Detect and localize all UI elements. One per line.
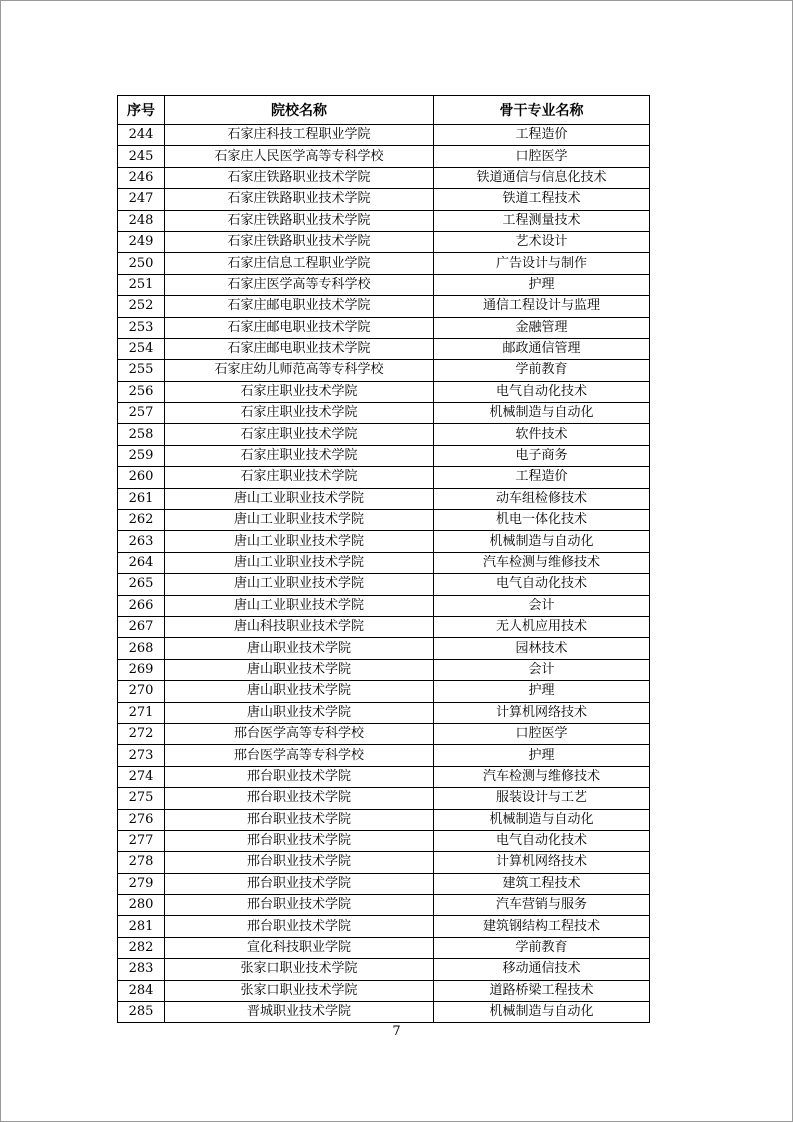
cell-major-name: 护理 <box>434 681 650 702</box>
cell-major-name: 机械制造与自动化 <box>434 1002 650 1023</box>
cell-index: 281 <box>118 916 165 937</box>
cell-index: 274 <box>118 766 165 787</box>
table-row <box>118 274 650 295</box>
table-row <box>118 788 650 809</box>
cell-school-name: 邢台医学高等专科学校 <box>165 745 434 766</box>
table-row <box>118 253 650 274</box>
table-row <box>118 296 650 317</box>
table-row <box>118 125 650 146</box>
cell-school-name: 张家口职业技术学院 <box>165 959 434 980</box>
cell-major-name: 邮政通信管理 <box>434 338 650 359</box>
cell-index: 255 <box>118 360 165 381</box>
cell-index: 247 <box>118 189 165 210</box>
cell-index: 246 <box>118 167 165 188</box>
table-row <box>118 574 650 595</box>
cell-index: 249 <box>118 231 165 252</box>
cell-major-name: 广告设计与制作 <box>434 253 650 274</box>
table-row <box>118 873 650 894</box>
cell-index: 257 <box>118 403 165 424</box>
cell-index: 267 <box>118 616 165 637</box>
cell-major-name: 工程测量技术 <box>434 210 650 231</box>
cell-major-name: 金融管理 <box>434 317 650 338</box>
table-row <box>118 424 650 445</box>
cell-major-name: 护理 <box>434 745 650 766</box>
cell-school-name: 石家庄人民医学高等专科学校 <box>165 146 434 167</box>
cell-index: 253 <box>118 317 165 338</box>
cell-major-name: 建筑钢结构工程技术 <box>434 916 650 937</box>
cell-index: 262 <box>118 510 165 531</box>
table-row <box>118 638 650 659</box>
table-row <box>118 381 650 402</box>
table-row <box>118 959 650 980</box>
table-row <box>118 552 650 573</box>
table-row <box>118 980 650 1001</box>
cell-major-name: 汽车检测与维修技术 <box>434 766 650 787</box>
cell-index: 279 <box>118 873 165 894</box>
table-row <box>118 681 650 702</box>
table-header <box>118 96 650 125</box>
cell-major-name: 机械制造与自动化 <box>434 531 650 552</box>
cell-index: 270 <box>118 681 165 702</box>
cell-index: 266 <box>118 595 165 616</box>
cell-school-name: 邢台职业技术学院 <box>165 895 434 916</box>
cell-index: 250 <box>118 253 165 274</box>
cell-major-name: 园林技术 <box>434 638 650 659</box>
cell-school-name: 邢台职业技术学院 <box>165 830 434 851</box>
cell-school-name: 唐山职业技术学院 <box>165 638 434 659</box>
cell-major-name: 护理 <box>434 274 650 295</box>
table-row <box>118 210 650 231</box>
cell-index: 261 <box>118 488 165 509</box>
table-row <box>118 595 650 616</box>
cell-index: 285 <box>118 1002 165 1023</box>
cell-school-name: 唐山科技职业技术学院 <box>165 616 434 637</box>
cell-index: 284 <box>118 980 165 1001</box>
header-school-name: 院校名称 <box>165 96 434 125</box>
cell-major-name: 道路桥梁工程技术 <box>434 980 650 1001</box>
cell-index: 273 <box>118 745 165 766</box>
cell-school-name: 石家庄铁路职业技术学院 <box>165 167 434 188</box>
cell-major-name: 机械制造与自动化 <box>434 403 650 424</box>
table-row <box>118 231 650 252</box>
cell-major-name: 学前教育 <box>434 360 650 381</box>
cell-school-name: 邢台职业技术学院 <box>165 766 434 787</box>
cell-index: 263 <box>118 531 165 552</box>
table-row <box>118 189 650 210</box>
cell-index: 282 <box>118 937 165 958</box>
cell-major-name: 计算机网络技术 <box>434 702 650 723</box>
cell-school-name: 唐山工业职业技术学院 <box>165 552 434 573</box>
cell-school-name: 唐山工业职业技术学院 <box>165 595 434 616</box>
cell-school-name: 邢台职业技术学院 <box>165 809 434 830</box>
cell-major-name: 移动通信技术 <box>434 959 650 980</box>
table-row <box>118 1002 650 1023</box>
cell-index: 272 <box>118 723 165 744</box>
cell-index: 260 <box>118 467 165 488</box>
table-row <box>118 445 650 466</box>
cell-major-name: 工程造价 <box>434 125 650 146</box>
cell-school-name: 张家口职业技术学院 <box>165 980 434 1001</box>
cell-major-name: 建筑工程技术 <box>434 873 650 894</box>
cell-major-name: 电气自动化技术 <box>434 574 650 595</box>
cell-major-name: 艺术设计 <box>434 231 650 252</box>
table-row <box>118 766 650 787</box>
cell-major-name: 无人机应用技术 <box>434 616 650 637</box>
cell-school-name: 石家庄医学高等专科学校 <box>165 274 434 295</box>
table-row <box>118 531 650 552</box>
cell-index: 245 <box>118 146 165 167</box>
table-row <box>118 809 650 830</box>
table-row <box>118 937 650 958</box>
cell-index: 283 <box>118 959 165 980</box>
cell-major-name: 机电一体化技术 <box>434 510 650 531</box>
cell-major-name: 铁道通信与信息化技术 <box>434 167 650 188</box>
table-row <box>118 852 650 873</box>
cell-index: 265 <box>118 574 165 595</box>
cell-major-name: 电气自动化技术 <box>434 381 650 402</box>
cell-school-name: 邢台职业技术学院 <box>165 916 434 937</box>
table-row <box>118 467 650 488</box>
cell-school-name: 石家庄职业技术学院 <box>165 467 434 488</box>
table-row <box>118 146 650 167</box>
cell-index: 271 <box>118 702 165 723</box>
cell-major-name: 会计 <box>434 595 650 616</box>
cell-school-name: 邢台职业技术学院 <box>165 873 434 894</box>
cell-major-name: 汽车营销与服务 <box>434 895 650 916</box>
table-row <box>118 723 650 744</box>
header-major-name: 骨干专业名称 <box>434 96 650 125</box>
header-index: 序号 <box>118 96 165 125</box>
table-row <box>118 488 650 509</box>
cell-index: 280 <box>118 895 165 916</box>
cell-school-name: 石家庄邮电职业技术学院 <box>165 338 434 359</box>
table-row <box>118 830 650 851</box>
cell-school-name: 石家庄铁路职业技术学院 <box>165 189 434 210</box>
cell-school-name: 石家庄职业技术学院 <box>165 445 434 466</box>
cell-school-name: 唐山职业技术学院 <box>165 702 434 723</box>
cell-school-name: 石家庄幼儿师范高等专科学校 <box>165 360 434 381</box>
cell-school-name: 石家庄铁路职业技术学院 <box>165 231 434 252</box>
cell-major-name: 口腔医学 <box>434 146 650 167</box>
cell-index: 275 <box>118 788 165 809</box>
cell-school-name: 唐山工业职业技术学院 <box>165 531 434 552</box>
table-row <box>118 916 650 937</box>
cell-major-name: 机械制造与自动化 <box>434 809 650 830</box>
cell-school-name: 晋城职业技术学院 <box>165 1002 434 1023</box>
cell-index: 278 <box>118 852 165 873</box>
cell-school-name: 石家庄邮电职业技术学院 <box>165 317 434 338</box>
cell-major-name: 学前教育 <box>434 937 650 958</box>
cell-index: 252 <box>118 296 165 317</box>
cell-school-name: 石家庄职业技术学院 <box>165 403 434 424</box>
cell-index: 251 <box>118 274 165 295</box>
table-row <box>118 745 650 766</box>
cell-major-name: 电子商务 <box>434 445 650 466</box>
table-row <box>118 317 650 338</box>
cell-school-name: 石家庄职业技术学院 <box>165 424 434 445</box>
cell-school-name: 石家庄职业技术学院 <box>165 381 434 402</box>
cell-index: 244 <box>118 125 165 146</box>
table-row <box>118 659 650 680</box>
cell-major-name: 口腔医学 <box>434 723 650 744</box>
major-roster-table <box>117 95 650 1023</box>
table-row <box>118 338 650 359</box>
cell-major-name: 通信工程设计与监理 <box>434 296 650 317</box>
table-row <box>118 167 650 188</box>
cell-school-name: 邢台职业技术学院 <box>165 852 434 873</box>
cell-major-name: 工程造价 <box>434 467 650 488</box>
cell-major-name: 服装设计与工艺 <box>434 788 650 809</box>
cell-index: 276 <box>118 809 165 830</box>
cell-index: 268 <box>118 638 165 659</box>
cell-school-name: 唐山职业技术学院 <box>165 659 434 680</box>
cell-major-name: 计算机网络技术 <box>434 852 650 873</box>
table-row <box>118 510 650 531</box>
table-row <box>118 895 650 916</box>
table-row <box>118 403 650 424</box>
cell-school-name: 邢台职业技术学院 <box>165 788 434 809</box>
table-body <box>118 125 650 1023</box>
header-row <box>118 96 650 125</box>
cell-index: 259 <box>118 445 165 466</box>
cell-index: 264 <box>118 552 165 573</box>
cell-index: 258 <box>118 424 165 445</box>
cell-index: 256 <box>118 381 165 402</box>
table-row <box>118 360 650 381</box>
cell-school-name: 石家庄邮电职业技术学院 <box>165 296 434 317</box>
cell-major-name: 汽车检测与维修技术 <box>434 552 650 573</box>
cell-school-name: 石家庄科技工程职业学院 <box>165 125 434 146</box>
cell-major-name: 动车组检修技术 <box>434 488 650 509</box>
cell-index: 277 <box>118 830 165 851</box>
cell-school-name: 石家庄信息工程职业学院 <box>165 253 434 274</box>
cell-school-name: 宣化科技职业学院 <box>165 937 434 958</box>
cell-index: 254 <box>118 338 165 359</box>
cell-school-name: 邢台医学高等专科学校 <box>165 723 434 744</box>
cell-school-name: 石家庄铁路职业技术学院 <box>165 210 434 231</box>
table-row <box>118 702 650 723</box>
cell-index: 269 <box>118 659 165 680</box>
cell-school-name: 唐山工业职业技术学院 <box>165 488 434 509</box>
table-row <box>118 616 650 637</box>
page-number: 7 <box>392 1024 401 1039</box>
cell-school-name: 唐山职业技术学院 <box>165 681 434 702</box>
cell-school-name: 唐山工业职业技术学院 <box>165 574 434 595</box>
cell-major-name: 铁道工程技术 <box>434 189 650 210</box>
cell-major-name: 软件技术 <box>434 424 650 445</box>
cell-index: 248 <box>118 210 165 231</box>
cell-school-name: 唐山工业职业技术学院 <box>165 510 434 531</box>
cell-major-name: 会计 <box>434 659 650 680</box>
cell-major-name: 电气自动化技术 <box>434 830 650 851</box>
